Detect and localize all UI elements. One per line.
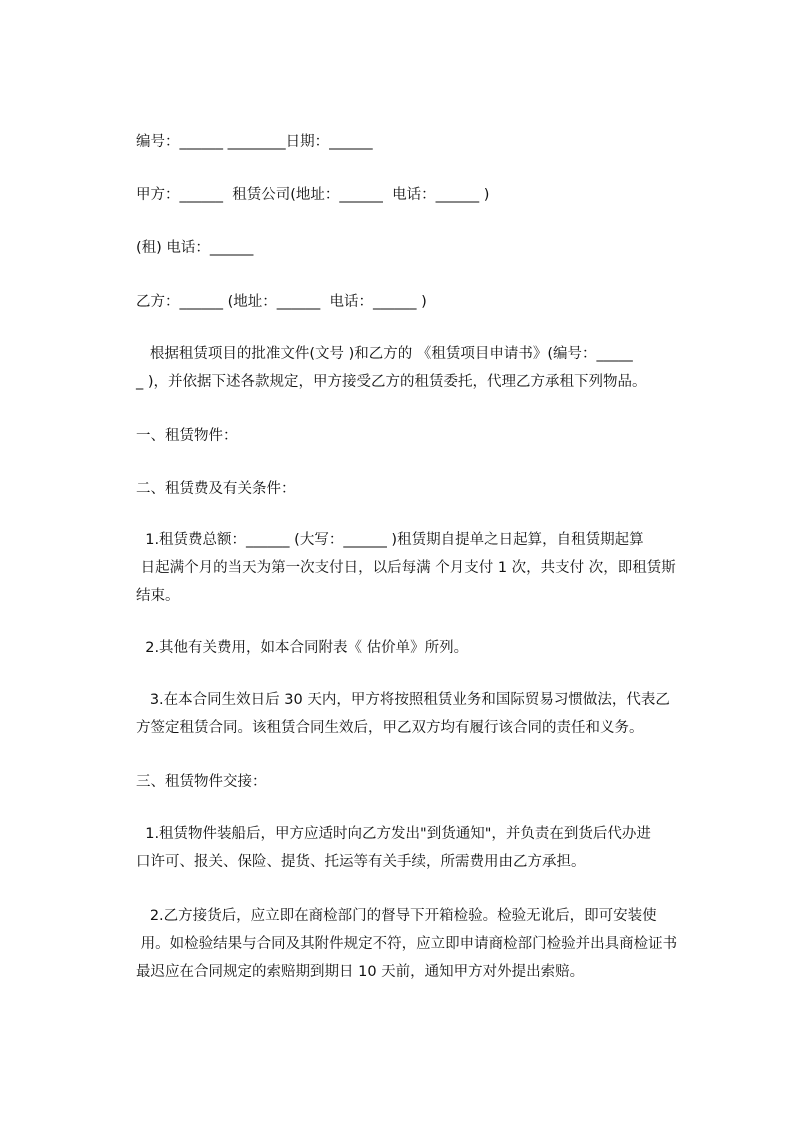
section-3-item-2	[136, 902, 716, 986]
number-date-line: 编号：______ ________日期：______	[136, 134, 373, 150]
intro-paragraph	[136, 340, 716, 396]
intro-row-1: 根据租赁项目的批准文件(文号 )和乙方的 《租赁项目申请书》(编号：_____	[136, 346, 633, 362]
section-2-item-3	[136, 686, 716, 742]
section-1-title: 一、租赁物件：	[136, 428, 238, 444]
lessee-tel-line: (租) 电话：______	[136, 240, 254, 256]
intro-row-2: _ )，并依据下述各款规定，甲方接受乙方的租赁委托，代理乙方承租下列物品。	[136, 374, 647, 390]
section-2-item-1-row-2: 日起满个月的当天为第一次支付日，以后每满 个月支付 1 次，共支付 次，即租赁斯	[136, 560, 676, 576]
section-3-item-1-row-2: 口许可、报关、保险、提货、托运等有关手续，所需费用由乙方承担。	[136, 854, 586, 870]
section-3-item-2-row-3: 最迟应在合同规定的索赔期到期日 10 天前，通知甲方对外提出索赔。	[136, 964, 585, 980]
section-2-item-1	[136, 526, 716, 610]
section-2-item-1-row-1: 1.租赁费总额：______ (大写：______ )租赁期自提单之日起算，自租赁期起算	[136, 532, 644, 548]
section-3-item-2-row-1: 2.乙方接货后，应立即在商检部门的督导下开箱检验。检验无讹后，即可安装使	[136, 908, 657, 924]
section-2-item-2-row: 2.其他有关费用，如本合同附表《 估价单》所列。	[136, 640, 469, 656]
section-2-item-2	[136, 634, 716, 662]
section-3-item-1	[136, 820, 716, 876]
section-3-item-2-row-2: 用。如检验结果与合同及其附件规定不符，应立即申请商检部门检验并出具商检证书	[136, 936, 678, 952]
section-2-item-3-row-2: 方签定租赁合同。该租赁合同生效后，甲乙双方均有履行该合同的责任和义务。	[136, 720, 644, 736]
party-a-line: 甲方：______ 租赁公司(地址：______ 电话：______ )	[136, 187, 490, 203]
section-2-item-1-row-3: 结束。	[136, 588, 180, 604]
section-2-title: 二、租赁费及有关条件：	[136, 481, 296, 497]
section-2-item-3-row-1: 3.在本合同生效日后 30 天内，甲方将按照租赁业务和国际贸易习惯做法，代表乙	[136, 692, 670, 708]
section-3-title: 三、租赁物件交接：	[136, 774, 267, 790]
party-b-line: 乙方：______ (地址：______ 电话：______ )	[136, 294, 427, 310]
section-3-item-1-row-1: 1.租赁物件装船后，甲方应适时向乙方发出"到货通知"，并负责在到货后代办进	[136, 826, 651, 842]
